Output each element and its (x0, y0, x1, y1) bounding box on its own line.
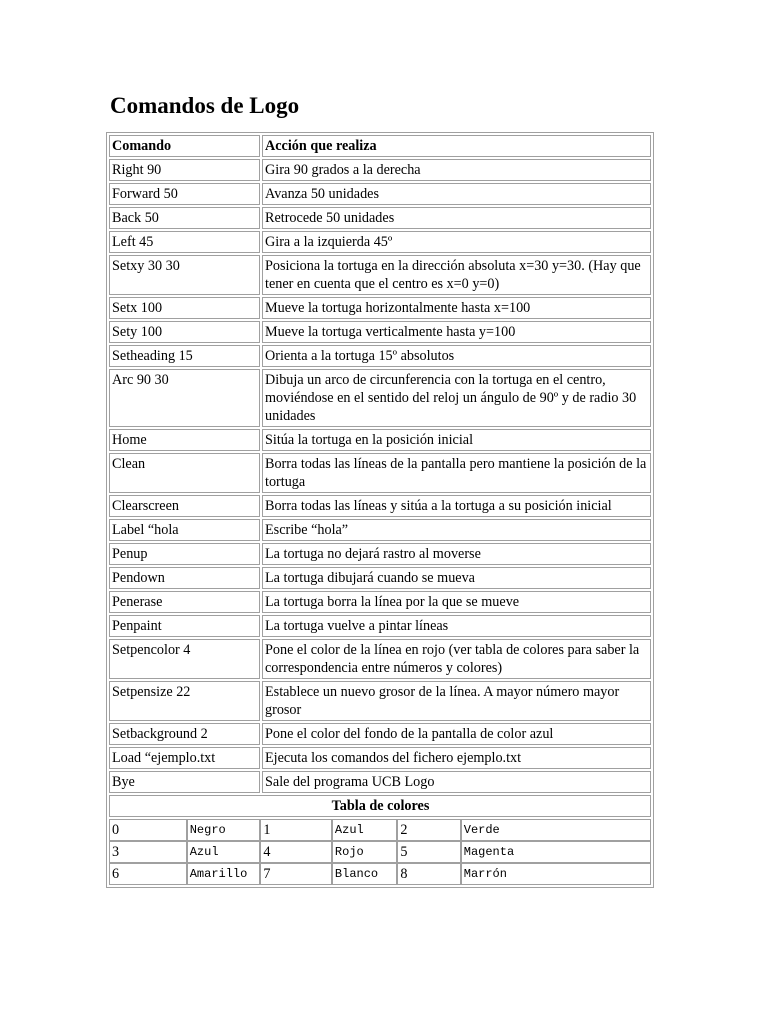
action-cell: La tortuga dibujará cuando se mueva (262, 567, 651, 589)
command-cell: Home (109, 429, 260, 451)
colors-table-title: Tabla de colores (109, 795, 651, 817)
action-cell: Pone el color del fondo de la pantalla de color azul (262, 723, 651, 745)
command-cell: Setxy 30 30 (109, 255, 260, 295)
table-row (109, 453, 651, 493)
command-cell: Setbackground 2 (109, 723, 260, 745)
page-title: Comandos de Logo (110, 93, 300, 118)
table-row (109, 321, 651, 343)
color-name: Azul (187, 841, 261, 863)
table-row (109, 747, 651, 769)
table-row (109, 369, 651, 427)
color-number: 8 (397, 863, 460, 885)
action-cell: Gira a la izquierda 45º (262, 231, 651, 253)
command-cell: Setpensize 22 (109, 681, 260, 721)
header-action: Acción que realiza (262, 135, 651, 157)
action-cell: La tortuga borra la línea por la que se mueve (262, 591, 651, 613)
table-row (109, 543, 651, 565)
table-row (109, 297, 651, 319)
table-row (109, 429, 651, 451)
table-row (109, 207, 651, 229)
action-cell: Gira 90 grados a la derecha (262, 159, 651, 181)
table-row (109, 519, 651, 541)
table-row (109, 159, 651, 181)
color-number: 7 (260, 863, 332, 885)
command-cell: Setheading 15 (109, 345, 260, 367)
table-row (109, 255, 651, 295)
command-cell: Clearscreen (109, 495, 260, 517)
command-cell: Penup (109, 543, 260, 565)
color-name: Rojo (332, 841, 397, 863)
commands-table (106, 132, 654, 888)
command-cell: Sety 100 (109, 321, 260, 343)
action-cell: Pone el color de la línea en rojo (ver tabla de colores para saber la correspondencia entre números y colores) (262, 639, 651, 679)
action-cell: Posiciona la tortuga en la dirección absoluta x=30 y=30. (Hay que tener en cuenta que el centro es x=0 y=0) (262, 255, 651, 295)
action-cell: Borra todas las líneas de la pantalla pero mantiene la posición de la tortuga (262, 453, 651, 493)
action-cell: Dibuja un arco de circunferencia con la tortuga en el centro, moviéndose en el sentido del reloj un ángulo de 90º y de radio 30 unidades (262, 369, 651, 427)
command-cell: Right 90 (109, 159, 260, 181)
command-cell: Left 45 (109, 231, 260, 253)
color-number: 3 (109, 841, 187, 863)
table-row (109, 183, 651, 205)
colors-row (109, 841, 651, 863)
table-row (109, 345, 651, 367)
color-name: Verde (461, 819, 651, 841)
command-cell: Label “hola (109, 519, 260, 541)
table-row (109, 639, 651, 679)
color-number: 4 (260, 841, 332, 863)
color-number: 5 (397, 841, 460, 863)
command-cell: Penerase (109, 591, 260, 613)
action-cell: La tortuga vuelve a pintar líneas (262, 615, 651, 637)
action-cell: Borra todas las líneas y sitúa a la tortuga a su posición inicial (262, 495, 651, 517)
action-cell: Establece un nuevo grosor de la línea. A mayor número mayor grosor (262, 681, 651, 721)
color-name: Magenta (461, 841, 651, 863)
commands-table-body (109, 135, 651, 885)
color-name: Azul (332, 819, 397, 841)
color-name: Amarillo (187, 863, 261, 885)
color-number: 6 (109, 863, 187, 885)
table-row (109, 771, 651, 793)
command-cell: Clean (109, 453, 260, 493)
command-cell: Load “ejemplo.txt (109, 747, 260, 769)
colors-table-row (109, 819, 651, 885)
colors-table (109, 819, 651, 885)
color-number: 0 (109, 819, 187, 841)
action-cell: Avanza 50 unidades (262, 183, 651, 205)
header-command: Comando (109, 135, 260, 157)
command-cell: Pendown (109, 567, 260, 589)
action-cell: Retrocede 50 unidades (262, 207, 651, 229)
action-cell: Sitúa la tortuga en la posición inicial (262, 429, 651, 451)
action-cell: Sale del programa UCB Logo (262, 771, 651, 793)
action-cell: Escribe “hola” (262, 519, 651, 541)
command-cell: Forward 50 (109, 183, 260, 205)
table-row (109, 591, 651, 613)
table-row (109, 681, 651, 721)
command-cell: Setx 100 (109, 297, 260, 319)
table-row (109, 615, 651, 637)
color-name: Marrón (461, 863, 651, 885)
colors-row (109, 819, 651, 841)
action-cell: Ejecuta los comandos del fichero ejemplo.txt (262, 747, 651, 769)
colors-section-row (109, 795, 651, 817)
command-cell: Arc 90 30 (109, 369, 260, 427)
color-number: 1 (260, 819, 332, 841)
command-cell: Bye (109, 771, 260, 793)
color-number: 2 (397, 819, 460, 841)
command-cell: Penpaint (109, 615, 260, 637)
table-row (109, 495, 651, 517)
command-cell: Setpencolor 4 (109, 639, 260, 679)
action-cell: Mueve la tortuga verticalmente hasta y=100 (262, 321, 651, 343)
table-row (109, 723, 651, 745)
colors-table-container (109, 819, 651, 885)
action-cell: Mueve la tortuga horizontalmente hasta x=100 (262, 297, 651, 319)
color-name: Negro (187, 819, 261, 841)
table-row (109, 231, 651, 253)
table-header-row (109, 135, 651, 157)
color-name: Blanco (332, 863, 397, 885)
action-cell: La tortuga no dejará rastro al moverse (262, 543, 651, 565)
table-row (109, 567, 651, 589)
colors-row (109, 863, 651, 885)
command-cell: Back 50 (109, 207, 260, 229)
action-cell: Orienta a la tortuga 15º absolutos (262, 345, 651, 367)
